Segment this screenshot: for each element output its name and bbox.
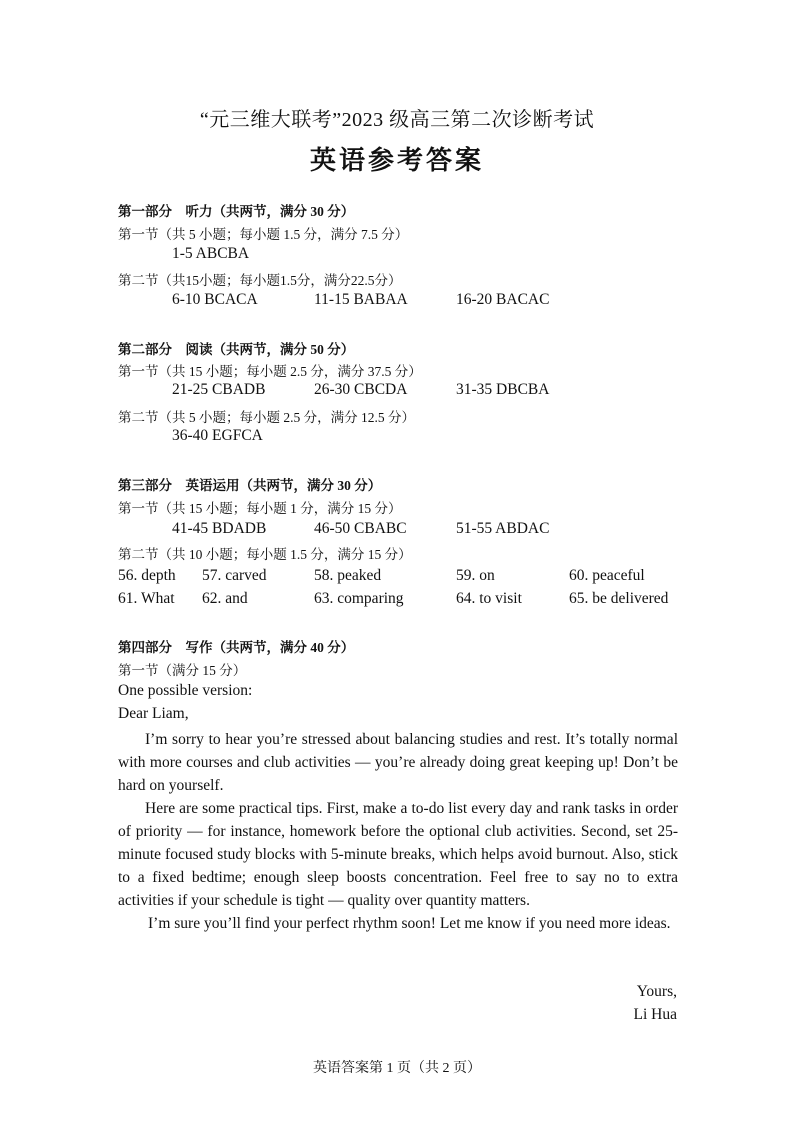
part1-section2-note: 第二节（共15小题；每小题1.5分，满分22.5分） <box>118 273 402 288</box>
exam-title: “元三维大联考”2023 级高三第二次诊断考试 <box>199 109 595 131</box>
letter-paragraph-1: I’m sorry to hear you’re stressed about balancing studies and rest. It’s totally normal with more courses and club activities — you’re already doing great keeping up! Don’t be hard on yourself. <box>118 731 678 794</box>
part3-heading: 第三部分 英语运用（共两节，满分 30 分） <box>118 478 382 493</box>
answer-26-30: 26-30 CBCDA <box>314 381 408 398</box>
letter-paragraph-2: Here are some practical tips. First, make a to-do list every day and rank tasks in order of priority — for instance, homework before the optional club activities. Second, set 25-minute focused study blocks with 5-minute breaks, which helps avoid burnout. Also, stick to a fixed bedtime; enough sleep boosts concentration. Feel free to say no to extra activities if your schedule is tight — quality over quantity matters. <box>118 800 678 909</box>
answer-64: 64. to visit <box>456 590 522 607</box>
answer-16-20: 16-20 BACAC <box>456 291 550 308</box>
part3-section1-note: 第一节（共 15 小题；每小题 1 分，满分 15 分） <box>118 501 402 516</box>
answer-51-55: 51-55 ABDAC <box>456 520 550 537</box>
part4-section1-note: 第一节（满分 15 分） <box>118 663 247 678</box>
answer-36-40: 36-40 EGFCA <box>172 427 263 444</box>
part2-section1-note: 第一节（共 15 小题；每小题 2.5 分，满分 37.5 分） <box>118 364 422 379</box>
answer-62: 62. and <box>202 590 248 607</box>
letter-signature: Li Hua <box>633 1006 677 1023</box>
part1-section1-note: 第一节（共 5 小题；每小题 1.5 分，满分 7.5 分） <box>118 227 409 242</box>
answer-57: 57. carved <box>202 567 267 584</box>
page-footer: 英语答案第 1 页（共 2 页） <box>313 1061 481 1076</box>
answer-1-5: 1-5 ABCBA <box>172 245 250 262</box>
answer-61: 61. What <box>118 590 175 607</box>
answer-58: 58. peaked <box>314 567 382 584</box>
answer-31-35: 31-35 DBCBA <box>456 381 550 398</box>
part2-heading: 第二部分 阅读（共两节，满分 50 分） <box>118 342 355 357</box>
answer-21-25: 21-25 CBADB <box>172 381 266 398</box>
answer-60: 60. peaceful <box>569 567 645 584</box>
answer-59: 59. on <box>456 567 495 584</box>
answer-65: 65. be delivered <box>569 590 669 607</box>
answer-key-title: 英语参考答案 <box>309 146 484 175</box>
answer-41-45: 41-45 BDADB <box>172 520 267 537</box>
answer-56: 56. depth <box>118 567 176 584</box>
answer-11-15: 11-15 BABAA <box>314 291 408 308</box>
version-label: One possible version: <box>118 682 253 699</box>
letter-paragraph-3: I’m sure you’ll find your perfect rhythm soon! Let me know if you need more ideas. <box>148 915 671 932</box>
answer-46-50: 46-50 CBABC <box>314 520 407 537</box>
answer-63: 63. comparing <box>314 590 404 607</box>
part2-section2-note: 第二节（共 5 小题；每小题 2.5 分，满分 12.5 分） <box>118 410 415 425</box>
part1-heading: 第一部分 听力（共两节，满分 30 分） <box>118 204 355 219</box>
letter-salutation: Dear Liam, <box>118 705 189 722</box>
letter-closing: Yours, <box>636 983 677 1000</box>
part4-heading: 第四部分 写作（共两节，满分 40 分） <box>118 640 355 655</box>
answer-6-10: 6-10 BCACA <box>172 291 258 308</box>
part3-section2-note: 第二节（共 10 小题；每小题 1.5 分，满分 15 分） <box>118 547 412 562</box>
